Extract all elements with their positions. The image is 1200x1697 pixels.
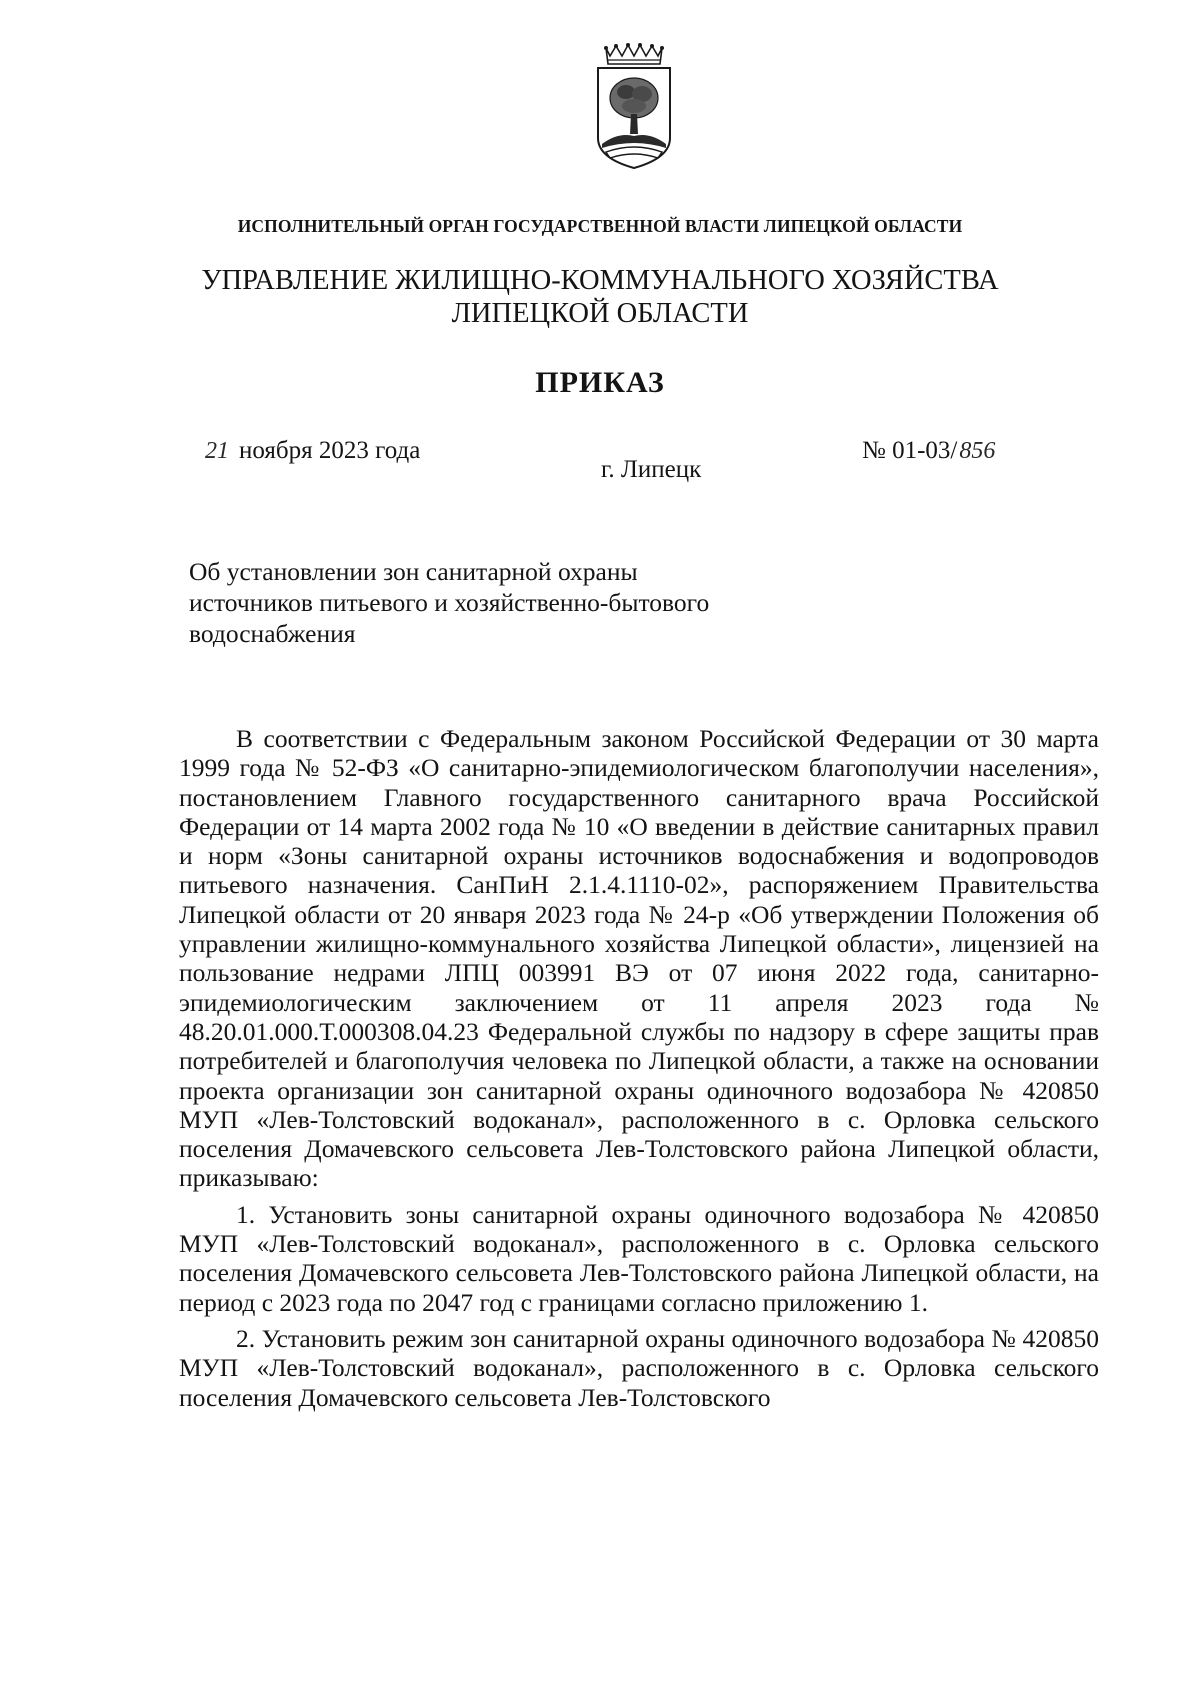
date-text: ноября 2023 года [239, 437, 421, 464]
subject-line2: источников питьевого и хозяйственно-бытового [189, 588, 710, 617]
document-body [179, 724, 1099, 1412]
order-item-1: 1. Установить зоны санитарной охраны одиночного водозабора № 420850 МУП «Лев-Толстовский водоканал», расположенного в с. Орловка сельского поселения Домачевского сельсовета Лев-Толстовского района Липецкой области, на период с 2023 года по 2047 год с границами согласно приложению 1. [179, 1199, 1099, 1317]
coat-of-arms-emblem [592, 42, 676, 172]
subject-line1: Об установлении зон санитарной охраны [189, 557, 638, 586]
department-name [0, 264, 1200, 330]
handwritten-number: 856 [959, 438, 996, 464]
preamble-paragraph: В соответствии с Федеральным законом Российской Федерации от 30 марта 1999 года № 52-ФЗ «О санитарно-эпидемиологическом благополучии населения», постановлением Главного государственного санитарного врача Российской Федерации от 14 марта 2002 года № 10 «О введении в действие санитарных правил и норм «Зоны санитарной охраны источников водоснабжения и водопроводов питьевого назначения. СанПиН 2.1.4.1110-02», распоряжением Правительства Липецкой области от 20 января 2023 года № 24-р «Об утверждении Положения об управлении жилищно-коммунального хозяйства Липецкой области», лицензией на пользование недрами ЛПЦ 003991 ВЭ от 07 июня 2022 года, санитарно-эпидемиологическим заключением от 11 апреля 2023 года № 48.20.01.000.Т.000308.04.23 Федеральной службы по надзору в сфере защиты прав потребителей и благополучия человека по Липецкой области, а также на основании проекта организации зон санитарной охраны одиночного водозабора № 420850 МУП «Лев-Толстовский водоканал», расположенного в с. Орловка сельского поселения Домачевского сельсовета Лев-Толстовского района Липецкой области, приказываю: [179, 724, 1099, 1193]
department-name-line1: УПРАВЛЕНИЕ ЖИЛИЩНО-КОММУНАЛЬНОГО ХОЗЯЙСТВА [201, 265, 999, 296]
document-number [862, 437, 995, 465]
order-item-2: 2. Установить режим зон санитарной охраны одиночного водозабора № 420850 МУП «Лев-Толстовский водоканал», расположенного в с. Орловка сельского поселения Домачевского сельсовета Лев-Толстовского [179, 1323, 1099, 1412]
document-number-prefix: № 01-03/ [862, 437, 958, 464]
document-date [205, 437, 420, 465]
document-city: г. Липецк [601, 456, 702, 483]
document-type-title: ПРИКАЗ [535, 366, 665, 399]
handwritten-day: 21 [205, 438, 229, 464]
subject-line3: водоснабжения [189, 619, 356, 648]
document-subject [189, 556, 709, 649]
issuing-authority: ИСПОЛНИТЕЛЬНЫЙ ОРГАН ГОСУДАРСТВЕННОЙ ВЛАСТИ ЛИПЕЦКОЙ ОБЛАСТИ [237, 216, 963, 236]
department-name-line2: ЛИПЕЦКОЙ ОБЛАСТИ [451, 298, 749, 329]
